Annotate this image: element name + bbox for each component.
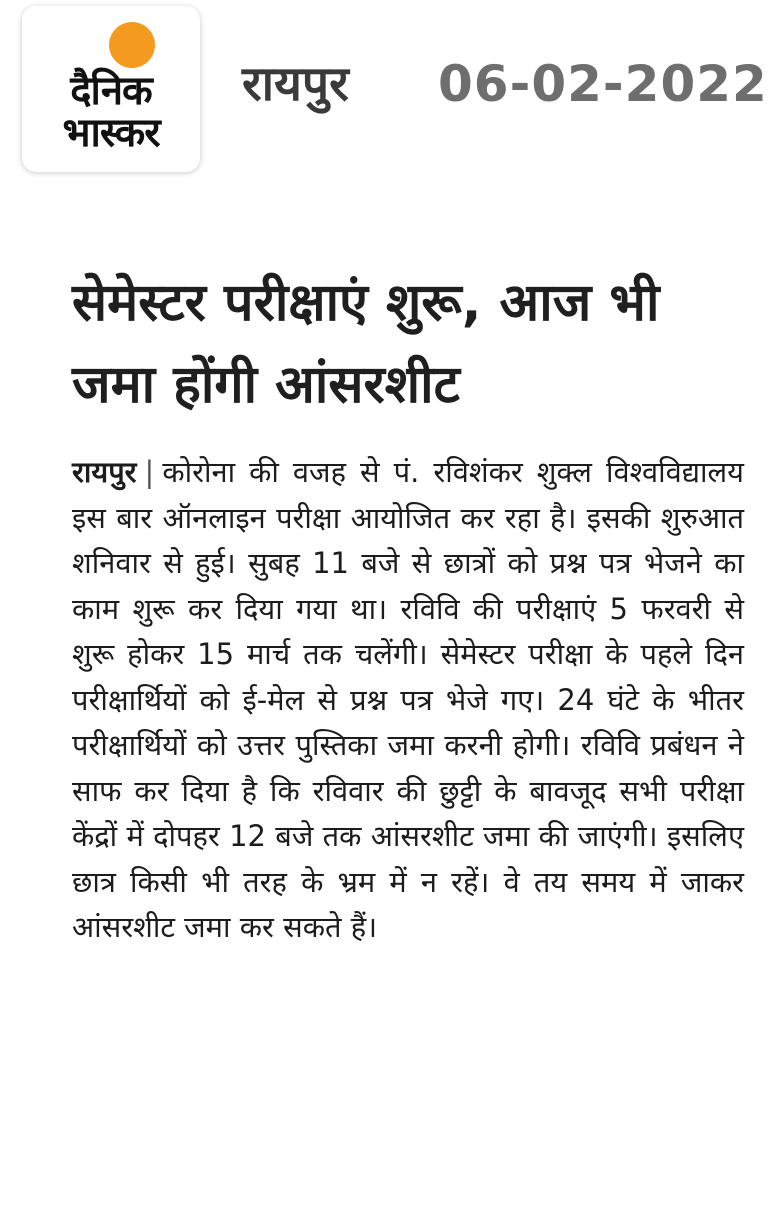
edition-city: रायपुर [242,56,349,112]
logo-text-line2: भास्कर [62,110,160,156]
logo-text-line1: दैनिक [70,68,152,114]
publication-date: 06-02-2022 [438,55,768,113]
article-body-text: कोरोना की वजह से पं. रविशंकर शुक्ल विश्वविद्यालय इस बार ऑनलाइन परीक्षा आयोजित कर रहा है। इसकी शुरुआत शनिवार से हुई। सुबह 11 बजे से छात्रों को प्रश्न पत्र भेजने का काम शुरू कर दिया गया था। रविवि की परीक्षाएं 5 फरवरी से शुरू होकर 15 मार्च तक चलेंगी। सेमेस्टर परीक्षा के पहले दिन परीक्षार्थियों को ई-मेल से प्रश्न पत्र भेजे गए। 24 घंटे के भीतर परीक्षार्थियों को उत्तर पुस्तिका जमा करनी होगी। रविवि प्रबंधन ने साफ कर दिया है कि रविवार की छुट्टी के बावजूद सभी परीक्षा केंद्रों में दोपहर 12 बजे तक आंसरशीट जमा की जाएंगी। इसलिए छात्र किसी भी तरह के भ्रम में न रहें। वे तय समय में जाकर आंसरशीट जमा कर सकते हैं। [72,455,744,944]
newspaper-logo [22,6,200,172]
article-headline: सेमेस्टर परीक्षाएं शुरू, आज भी जमा होंगी आंसरशीट [72,273,660,415]
dateline-separator: | [144,455,155,489]
article-body-block [72,450,744,951]
article-dateline: रायपुर [72,455,137,489]
sun-icon [109,22,155,68]
